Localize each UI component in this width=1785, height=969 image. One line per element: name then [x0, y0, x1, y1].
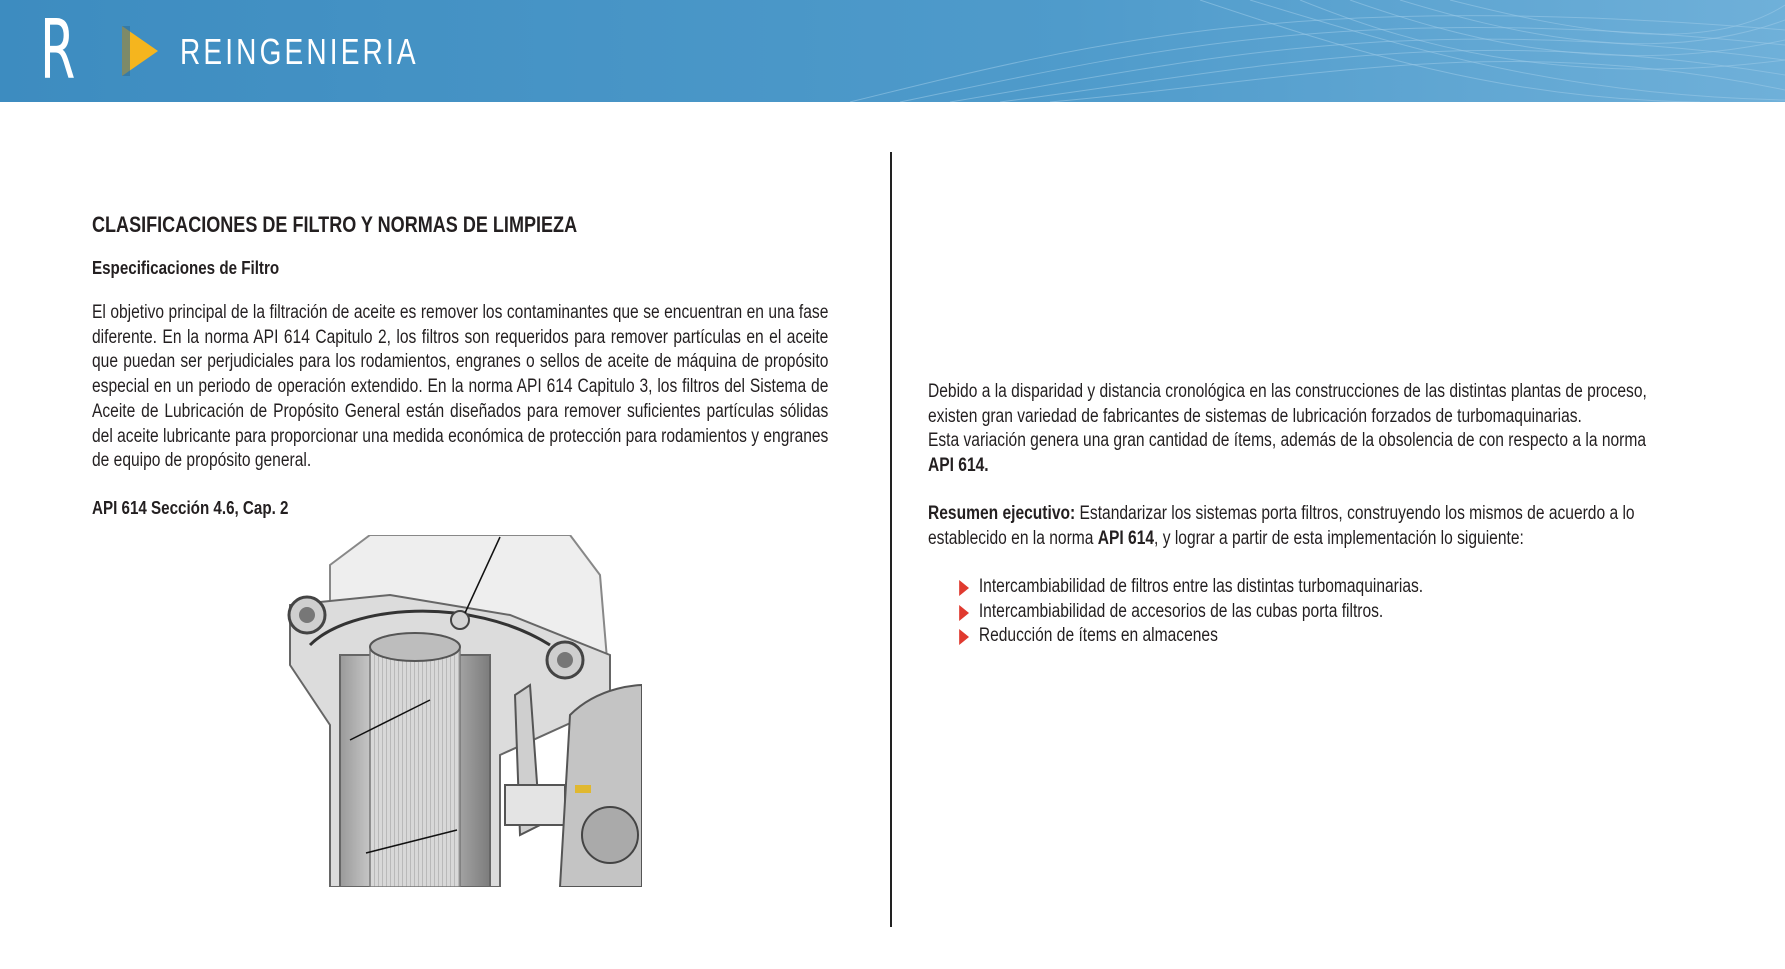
- triangle-bullet-icon: [959, 580, 969, 596]
- subsection-title: Especificaciones de Filtro: [92, 257, 280, 278]
- filter-paragraph: El objetivo principal de la filtración de aceite es remover los contaminantes que se encuentran en una fase diferente. En la norma API 614 Capitulo 2, los filtros son requeridos para remover partículas en el aceite que puedan ser perjudiciales para los rodamientos, engranes o sellos de aceite de máquina de propósito especial en un periodo de operación extendido. En la norma API 614 Capitulo 3, los filtros del Sistema de Aceite de Lubricación de Propósito General están diseñados para remover suficientes partículas sólidas del aceite lubricante para proporcionar una medida económica de protección para rodamientos y engranes de equipo de propósito general.: [92, 302, 829, 472]
- triangle-bullet-icon: [959, 629, 969, 645]
- header-title: REINGENIERIA: [180, 31, 419, 72]
- list-item: [959, 575, 1664, 600]
- list-item: [959, 624, 1664, 649]
- benefits-list: [928, 575, 1664, 649]
- right-column: [928, 380, 1728, 649]
- intro-norm: API 614.: [928, 454, 989, 476]
- list-item-text: Reducción de ítems en almacenes: [978, 625, 1218, 646]
- header-bar: [0, 0, 1785, 102]
- summary-text-1: Estandarizar los sistemas porta filtros, construyendo los mismos de acuerdo a lo establecido en la norma: [928, 503, 1635, 549]
- intro-line-2: Esta variación genera una gran cantidad de ítems, además de la obsolencia de con respecto a la norma: [928, 430, 1646, 451]
- logo-letter: R: [40, 3, 76, 98]
- left-column: [92, 210, 828, 521]
- summary-norm: API 614: [1097, 527, 1155, 549]
- intro-paragraph: [928, 380, 1664, 478]
- summary-paragraph: [928, 502, 1664, 551]
- summary-label: Resumen ejecutivo:: [928, 503, 1076, 524]
- list-item-text: Intercambiabilidad de filtros entre las distintas turbomaquinarias.: [978, 576, 1424, 597]
- list-item: [959, 600, 1664, 625]
- play-arrow-icon: [118, 22, 164, 80]
- api-section-title: API 614 Sección 4.6, Cap. 2: [92, 496, 289, 518]
- summary-text-2: , y lograr a partir de esta implementación lo siguiente:: [1154, 527, 1524, 549]
- list-item-text: Intercambiabilidad de accesorios de las cubas porta filtros.: [978, 600, 1384, 622]
- intro-line-1: Debido a la disparidad y distancia cronológica en las construcciones de las distintas plantas de proceso, existen gran variedad de fabricantes de sistemas de lubricación forzados de turbomaquinarias.: [928, 381, 1647, 427]
- section-title: CLASIFICACIONES DE FILTRO Y NORMAS DE LIMPIEZA: [92, 212, 578, 237]
- filter-housing-illustration: [270, 535, 642, 887]
- column-divider: [890, 152, 892, 927]
- triangle-bullet-icon: [959, 605, 969, 621]
